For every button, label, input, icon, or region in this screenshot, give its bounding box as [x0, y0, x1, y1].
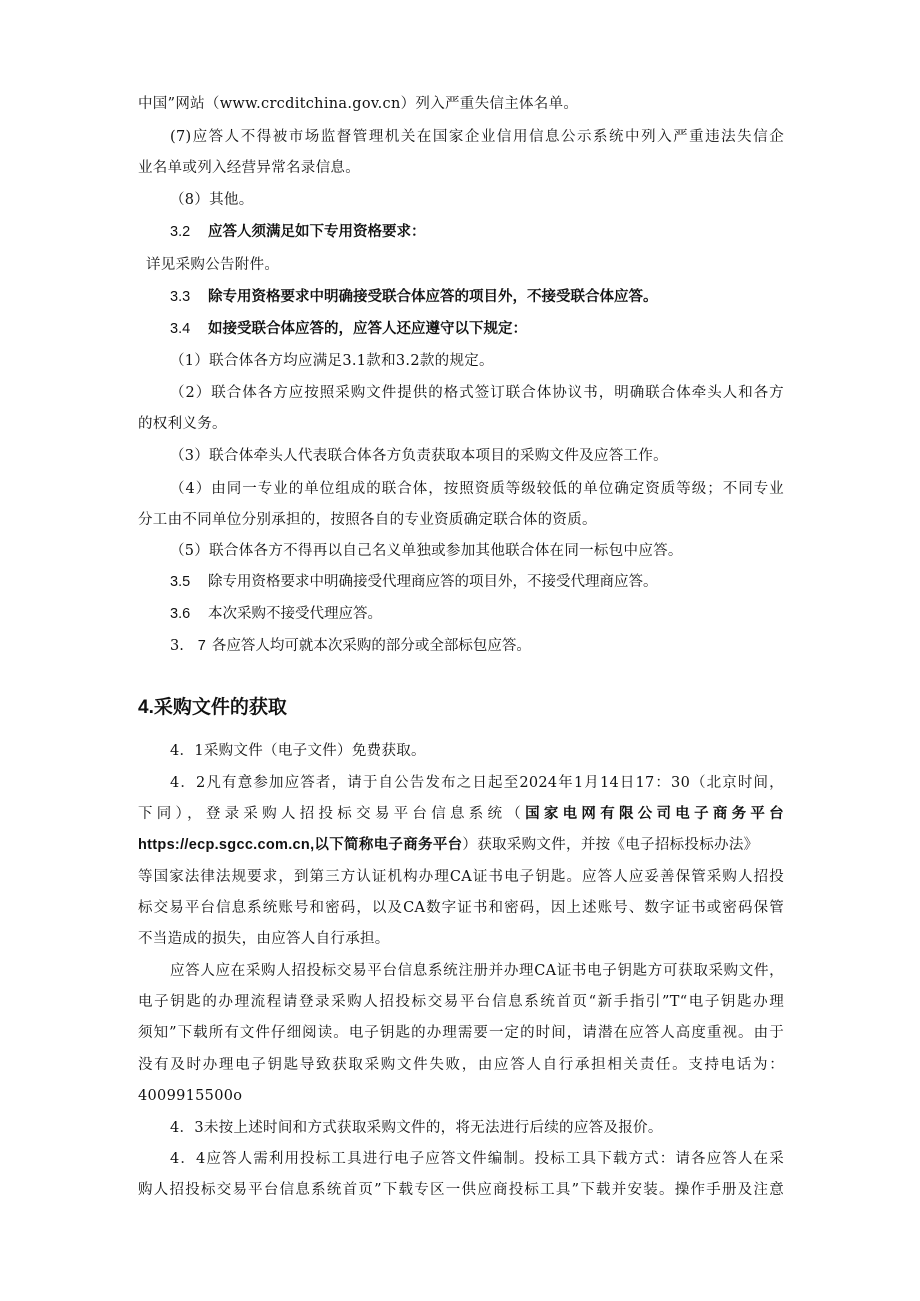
- heading-text: 除专用资格要求中明确接受代理商应答的项目外，不接受代理商应答。: [208, 574, 658, 590]
- text-line: [138, 835, 758, 855]
- text-line: （3）联合体牵头人代表联合体各方负责获取本项目的采购文件及应答工作。: [170, 448, 668, 464]
- platform-name: 国家电网有限公司电子商务平台: [525, 806, 784, 822]
- text-span: 下同），登录采购人招投标交易平台信息系统（: [138, 806, 526, 822]
- text-line: 4．2凡有意参加应答者，请于自公告发布之日起至2024年1月14日17：30（北京时间，: [170, 775, 784, 791]
- heading-number: 3.: [170, 638, 184, 654]
- heading-number: 3.4: [170, 321, 191, 337]
- text-span: ）获取采购文件，并按《电子招标投标办法》: [462, 837, 759, 853]
- text-line: 须知”下载所有文件仔细阅读。电子钥匙的办理需要一定的时间，请潜在应答人高度重视。由于: [138, 1025, 784, 1041]
- text-line: 标交易平台信息系统账号和密码，以及CA数字证书和密码，因上述账号、数字证书或密码保管: [138, 900, 784, 916]
- text-line: （5）联合体各方不得再以自己名义单独或参加其他联合体在同一标包中应答。: [170, 543, 683, 559]
- platform-alias: 以下简称电子商务平台: [314, 837, 463, 853]
- text-line: 的权利义务。: [138, 416, 227, 432]
- heading-3-2: [170, 222, 426, 242]
- heading-3-6: [170, 604, 382, 624]
- heading-number: 3.2: [170, 224, 191, 240]
- text-line: 不当造成的损失，由应答人自行承担。: [138, 931, 390, 947]
- text-line: 等国家法律法规要求，到第三方认证机构办理CA证书电子钥匙。应答人应妥善保管采购人招投: [138, 869, 784, 885]
- heading-number: 3.3: [170, 289, 191, 305]
- heading-3-3: [170, 287, 658, 307]
- heading-number: 3.6: [170, 606, 191, 622]
- heading-3-4: [170, 319, 527, 339]
- platform-url: https://ecp.sgcc.com.cn,: [138, 837, 315, 853]
- heading-3-7: [170, 636, 531, 656]
- text-line: （4）由同一专业的单位组成的联合体，按照资质等级较低的单位确定资质等级；不同专业: [170, 481, 784, 497]
- heading-3-5: [170, 572, 658, 592]
- text-line: 应答人应在采购人招投标交易平台信息系统注册并办理CA证书电子钥匙方可获取采购文件，: [170, 963, 784, 979]
- heading-text: 应答人须满足如下专用资格要求：: [208, 224, 426, 240]
- text-line: 业名单或列入经营异常名录信息。: [138, 160, 360, 176]
- text-line: (7)应答人不得被市场监督管理机关在国家企业信用信息公示系统中列入严重违法失信企: [170, 129, 784, 145]
- heading-text: 各应答人均可就本次采购的部分或全部标包应答。: [211, 638, 531, 654]
- text-line: 没有及时办理电子钥匙导致获取采购文件失败，由应答人自行承担相关责任。支持电话为：: [138, 1057, 784, 1073]
- text-line: （8）其他。: [170, 192, 254, 208]
- heading-text: 除专用资格要求中明确接受联合体应答的项目外，不接受联合体应答。: [208, 289, 658, 305]
- text-line: 分工由不同单位分别承担的，按照各自的专业资质确定联合体的资质。: [138, 512, 597, 528]
- text-line: （1）联合体各方均应满足3.1款和3.2款的规定。: [170, 353, 494, 369]
- heading-number: 3.5: [170, 574, 191, 590]
- heading-text: 如接受联合体应答的，应答人还应遵守以下规定：: [208, 321, 527, 337]
- text-line: 电子钥匙的办理流程请登录采购人招投标交易平台信息系统首页“新手指引”T“电子钥匙办理: [138, 994, 784, 1010]
- text-line: 4．4应答人需利用投标工具进行电子应答文件编制。投标工具下载方式：请各应答人在采: [170, 1151, 784, 1167]
- text-line: [138, 804, 784, 824]
- support-phone: 4009915500o: [138, 1088, 243, 1104]
- text-line: （2）联合体各方应按照采购文件提供的格式签订联合体协议书，明确联合体牵头人和各方: [170, 385, 784, 401]
- text-line: 详见采购公告附件。: [146, 257, 280, 273]
- text-line: 购人招投标交易平台信息系统首页”下载专区一供应商投标工具”下载并安装。操作手册及注意: [138, 1182, 784, 1198]
- text-line: 中国”网站（www.crcditchina.gov.cn）列入严重失信主体名单。: [138, 96, 579, 112]
- heading-number-suffix: 7: [197, 638, 206, 654]
- text-line: 4．1采购文件（电子文件）免费获取。: [170, 743, 426, 759]
- text-line: 4．3未按上述时间和方式获取采购文件的，将无法进行后续的应答及报价。: [170, 1120, 663, 1136]
- heading-text: 本次采购不接受代理应答。: [208, 606, 382, 622]
- section-heading-4: 4.采购文件的获取: [138, 697, 287, 718]
